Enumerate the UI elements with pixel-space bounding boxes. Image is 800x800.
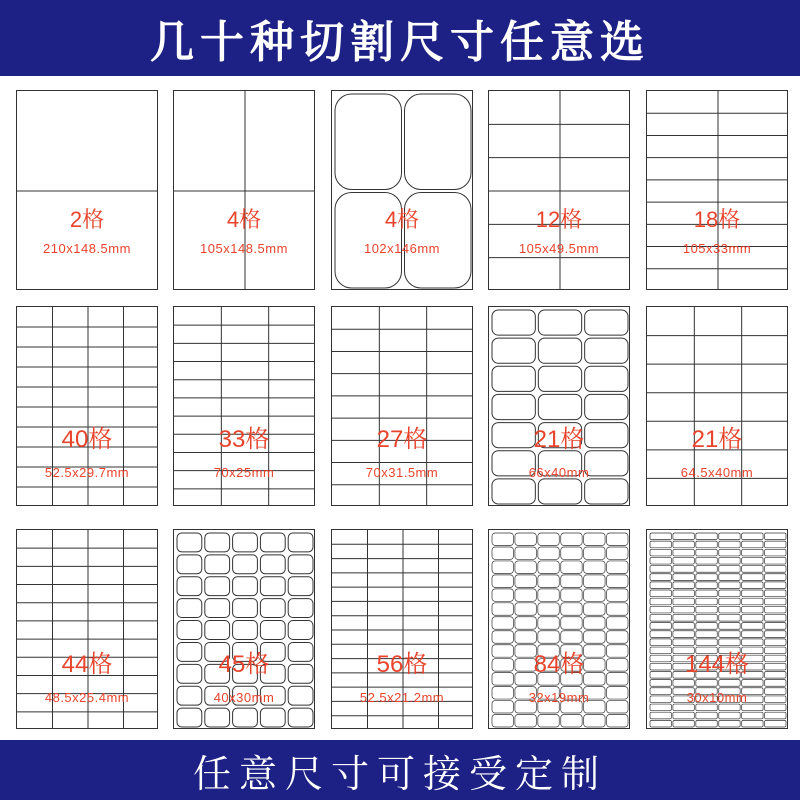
label-cell bbox=[205, 533, 230, 552]
label-cell bbox=[673, 712, 694, 719]
label-cell bbox=[492, 479, 535, 504]
label-cell bbox=[742, 623, 763, 630]
label-cell bbox=[742, 680, 763, 687]
label-cell bbox=[719, 590, 740, 597]
label-cell bbox=[673, 614, 694, 621]
label-cell bbox=[260, 533, 285, 552]
label-cell bbox=[719, 606, 740, 613]
label-cell bbox=[673, 541, 694, 548]
sheet-grid bbox=[17, 91, 158, 290]
label-cell bbox=[696, 557, 717, 564]
label-cell bbox=[233, 555, 258, 574]
label-size: 105x33mm bbox=[682, 241, 752, 256]
label-cell bbox=[673, 549, 694, 556]
label-cell bbox=[585, 310, 628, 335]
label-cell bbox=[538, 617, 559, 629]
label-cell bbox=[492, 603, 513, 615]
label-cell bbox=[719, 582, 740, 589]
label-cell bbox=[765, 704, 786, 711]
label-cell bbox=[742, 533, 763, 540]
sheet-grid bbox=[489, 91, 630, 290]
label-sheet bbox=[488, 529, 630, 729]
label-cell bbox=[584, 617, 605, 629]
label-cell bbox=[650, 582, 671, 589]
label-cell bbox=[650, 566, 671, 573]
label-size: 30x10mm bbox=[686, 690, 748, 705]
label-cell bbox=[177, 555, 202, 574]
label-cell bbox=[650, 590, 671, 597]
label-cell bbox=[673, 574, 694, 581]
label-count: 33格 bbox=[218, 426, 270, 453]
label-cell bbox=[260, 621, 285, 640]
label-cell bbox=[765, 566, 786, 573]
label-cell bbox=[696, 631, 717, 638]
label-cell bbox=[288, 533, 313, 552]
label-sheet bbox=[646, 529, 788, 729]
label-cell bbox=[765, 557, 786, 564]
label-cell bbox=[765, 574, 786, 581]
label-count: 12格 bbox=[535, 207, 583, 232]
label-cell bbox=[538, 366, 581, 391]
label-cell bbox=[765, 590, 786, 597]
label-sheet bbox=[331, 529, 473, 729]
label-cell bbox=[765, 631, 786, 638]
label-cell bbox=[584, 715, 605, 727]
label-size: 40x30mm bbox=[213, 690, 275, 705]
label-cell bbox=[585, 366, 628, 391]
label-cell bbox=[696, 623, 717, 630]
label-cell bbox=[696, 598, 717, 605]
label-cell bbox=[673, 631, 694, 638]
label-cell bbox=[765, 712, 786, 719]
label-cell bbox=[561, 547, 582, 559]
label-cell bbox=[742, 590, 763, 597]
label-cell bbox=[742, 541, 763, 548]
label-cell bbox=[515, 561, 536, 573]
label-cell bbox=[650, 680, 671, 687]
label-cell bbox=[584, 547, 605, 559]
label-count: 21格 bbox=[533, 426, 585, 453]
label-cell bbox=[673, 720, 694, 727]
label-cell bbox=[696, 614, 717, 621]
label-sheet bbox=[488, 90, 630, 290]
label-sheet bbox=[173, 90, 315, 290]
label-cell bbox=[538, 603, 559, 615]
label-cell bbox=[742, 712, 763, 719]
label-cell bbox=[177, 533, 202, 552]
label-cell bbox=[765, 582, 786, 589]
label-cell bbox=[673, 590, 694, 597]
label-cell bbox=[233, 533, 258, 552]
label-cell bbox=[515, 533, 536, 545]
label-cell bbox=[765, 606, 786, 613]
label-cell bbox=[177, 599, 202, 618]
label-size: 210x148.5mm bbox=[43, 241, 131, 256]
label-cell bbox=[492, 589, 513, 601]
label-count: 27格 bbox=[376, 426, 428, 453]
label-cell bbox=[607, 589, 628, 601]
label-cell bbox=[742, 566, 763, 573]
label-cell bbox=[719, 631, 740, 638]
label-cell bbox=[288, 599, 313, 618]
label-cell bbox=[205, 555, 230, 574]
label-size: 66x40mm bbox=[528, 465, 590, 480]
label-cell bbox=[288, 555, 313, 574]
label-cell bbox=[650, 623, 671, 630]
label-cell bbox=[607, 575, 628, 587]
label-cell bbox=[742, 720, 763, 727]
label-cell bbox=[719, 549, 740, 556]
label-cell bbox=[765, 533, 786, 540]
label-cell bbox=[233, 599, 258, 618]
label-cell bbox=[561, 589, 582, 601]
label-cell bbox=[515, 575, 536, 587]
label-sheet bbox=[646, 306, 788, 506]
label-cell bbox=[696, 704, 717, 711]
label-cell bbox=[696, 720, 717, 727]
label-cell bbox=[561, 533, 582, 545]
sheet-grid bbox=[647, 91, 788, 290]
label-cell bbox=[742, 704, 763, 711]
label-cell bbox=[673, 582, 694, 589]
label-cell bbox=[288, 577, 313, 596]
label-cell bbox=[233, 621, 258, 640]
label-sheet bbox=[173, 306, 315, 506]
label-size: 102x146mm bbox=[363, 241, 441, 256]
label-cell bbox=[765, 720, 786, 727]
label-cell bbox=[607, 715, 628, 727]
label-cell bbox=[492, 575, 513, 587]
label-sheet bbox=[488, 306, 630, 506]
label-cell bbox=[742, 606, 763, 613]
label-cell bbox=[650, 541, 671, 548]
label-cell bbox=[515, 589, 536, 601]
label-cell bbox=[650, 712, 671, 719]
label-cell bbox=[673, 533, 694, 540]
label-cell bbox=[607, 533, 628, 545]
label-cell bbox=[538, 533, 559, 545]
label-cell bbox=[607, 561, 628, 573]
label-cell bbox=[650, 533, 671, 540]
label-cell bbox=[561, 575, 582, 587]
label-cell bbox=[607, 631, 628, 643]
label-cell bbox=[538, 338, 581, 363]
label-cell bbox=[696, 533, 717, 540]
label-cell bbox=[673, 598, 694, 605]
label-cell bbox=[260, 599, 285, 618]
label-cell bbox=[673, 557, 694, 564]
label-cell bbox=[585, 338, 628, 363]
label-cell bbox=[233, 577, 258, 596]
label-cell bbox=[405, 94, 472, 190]
label-size: 70x31.5mm bbox=[365, 465, 439, 480]
label-cell bbox=[765, 598, 786, 605]
label-cell bbox=[673, 606, 694, 613]
label-cell bbox=[719, 623, 740, 630]
label-cell bbox=[538, 561, 559, 573]
label-cell bbox=[561, 631, 582, 643]
label-cell bbox=[719, 541, 740, 548]
label-cell bbox=[650, 557, 671, 564]
label-cell bbox=[765, 623, 786, 630]
label-cell bbox=[650, 631, 671, 638]
label-cell bbox=[561, 603, 582, 615]
header-banner bbox=[0, 0, 800, 76]
label-cell bbox=[719, 598, 740, 605]
label-count: 18格 bbox=[693, 207, 741, 232]
label-cell bbox=[561, 617, 582, 629]
label-size: 52.5x29.7mm bbox=[44, 465, 130, 480]
label-cell bbox=[742, 557, 763, 564]
label-cell bbox=[515, 547, 536, 559]
label-cell bbox=[584, 603, 605, 615]
label-cell bbox=[696, 590, 717, 597]
label-cell bbox=[260, 555, 285, 574]
label-sheet bbox=[331, 306, 473, 506]
label-size: 105x148.5mm bbox=[200, 241, 288, 256]
label-cell bbox=[673, 623, 694, 630]
label-cell bbox=[719, 720, 740, 727]
label-cell bbox=[765, 680, 786, 687]
page-title: 几十种切割尺寸任意选 bbox=[150, 17, 650, 68]
label-cell bbox=[585, 394, 628, 419]
label-cell bbox=[742, 574, 763, 581]
label-cell bbox=[719, 680, 740, 687]
label-sheet bbox=[173, 529, 315, 729]
label-cell bbox=[177, 708, 202, 727]
label-cell bbox=[696, 541, 717, 548]
label-cell bbox=[492, 617, 513, 629]
label-sheet bbox=[16, 306, 158, 506]
sheet-grid bbox=[174, 91, 315, 290]
label-cell bbox=[696, 606, 717, 613]
label-cell bbox=[233, 708, 258, 727]
label-cell bbox=[696, 680, 717, 687]
label-cell bbox=[205, 708, 230, 727]
label-cell bbox=[584, 561, 605, 573]
label-count: 56格 bbox=[376, 651, 428, 678]
label-cell bbox=[538, 575, 559, 587]
label-cell bbox=[584, 575, 605, 587]
label-cell bbox=[538, 715, 559, 727]
label-cell bbox=[205, 599, 230, 618]
label-cell bbox=[177, 621, 202, 640]
label-cell bbox=[742, 549, 763, 556]
label-cell bbox=[607, 603, 628, 615]
label-cell bbox=[492, 533, 513, 545]
label-cell bbox=[538, 310, 581, 335]
label-cell bbox=[584, 631, 605, 643]
label-cell bbox=[538, 589, 559, 601]
label-size: 52.5x21.2mm bbox=[359, 690, 445, 705]
label-cell bbox=[673, 566, 694, 573]
label-cell bbox=[515, 715, 536, 727]
label-cell bbox=[765, 549, 786, 556]
label-cell bbox=[742, 631, 763, 638]
label-cell bbox=[177, 577, 202, 596]
label-cell bbox=[515, 603, 536, 615]
label-cell bbox=[492, 310, 535, 335]
label-size: 32x19mm bbox=[528, 690, 590, 705]
label-cell bbox=[765, 614, 786, 621]
label-count: 4格 bbox=[384, 207, 420, 232]
label-count: 21格 bbox=[691, 426, 743, 453]
label-cell bbox=[650, 574, 671, 581]
label-cell bbox=[538, 479, 581, 504]
label-cell bbox=[492, 394, 535, 419]
label-cell bbox=[742, 598, 763, 605]
label-count: 2格 bbox=[69, 207, 105, 232]
label-cell bbox=[515, 617, 536, 629]
label-cell bbox=[492, 366, 535, 391]
label-cell bbox=[492, 338, 535, 363]
label-cell bbox=[719, 574, 740, 581]
label-cell bbox=[650, 704, 671, 711]
label-cell bbox=[561, 715, 582, 727]
label-sheet bbox=[16, 529, 158, 729]
label-cell bbox=[538, 547, 559, 559]
label-cell bbox=[696, 574, 717, 581]
label-sheet bbox=[16, 90, 158, 290]
label-sheet bbox=[646, 90, 788, 290]
label-cell bbox=[492, 547, 513, 559]
label-cell bbox=[742, 614, 763, 621]
footer-text: 任意尺寸可接受定制 bbox=[192, 751, 607, 796]
label-cell bbox=[650, 598, 671, 605]
label-cell bbox=[288, 708, 313, 727]
label-cell bbox=[205, 621, 230, 640]
label-cell bbox=[650, 614, 671, 621]
label-cell bbox=[585, 479, 628, 504]
label-cell bbox=[584, 589, 605, 601]
label-cell bbox=[288, 621, 313, 640]
label-cell bbox=[650, 549, 671, 556]
label-cell bbox=[719, 557, 740, 564]
label-size: 70x25mm bbox=[213, 465, 275, 480]
label-cell bbox=[260, 577, 285, 596]
label-count: 40格 bbox=[61, 426, 113, 453]
label-cell bbox=[492, 561, 513, 573]
label-cell bbox=[742, 582, 763, 589]
label-cell bbox=[538, 394, 581, 419]
label-size: 64.5x40mm bbox=[680, 465, 754, 480]
label-count: 44格 bbox=[61, 651, 113, 678]
label-cell bbox=[561, 561, 582, 573]
label-cell bbox=[492, 631, 513, 643]
label-cell bbox=[205, 577, 230, 596]
label-cell bbox=[492, 715, 513, 727]
label-cell bbox=[584, 533, 605, 545]
label-cell bbox=[696, 549, 717, 556]
label-cell bbox=[650, 720, 671, 727]
label-cell bbox=[673, 704, 694, 711]
label-cell bbox=[607, 617, 628, 629]
label-cell bbox=[673, 680, 694, 687]
label-cell bbox=[515, 631, 536, 643]
label-cell bbox=[696, 566, 717, 573]
label-cell bbox=[607, 547, 628, 559]
label-cell bbox=[719, 533, 740, 540]
label-size: 105x49.5mm bbox=[518, 241, 600, 256]
label-cell bbox=[538, 631, 559, 643]
label-cell bbox=[696, 582, 717, 589]
label-cell bbox=[335, 94, 402, 190]
label-cell bbox=[696, 712, 717, 719]
label-cell bbox=[260, 708, 285, 727]
label-count: 84格 bbox=[533, 651, 585, 678]
label-size: 48.5x25.4mm bbox=[44, 690, 130, 705]
label-cell bbox=[719, 614, 740, 621]
footer-banner bbox=[0, 740, 800, 800]
label-cell bbox=[719, 712, 740, 719]
label-cell bbox=[650, 606, 671, 613]
label-cell bbox=[765, 541, 786, 548]
label-cell bbox=[719, 704, 740, 711]
label-sheet bbox=[331, 90, 473, 290]
label-count: 4格 bbox=[226, 207, 262, 232]
label-cell bbox=[719, 566, 740, 573]
sheet-grid bbox=[332, 91, 473, 290]
label-count: 45格 bbox=[218, 651, 270, 678]
label-count: 144格 bbox=[684, 651, 750, 678]
